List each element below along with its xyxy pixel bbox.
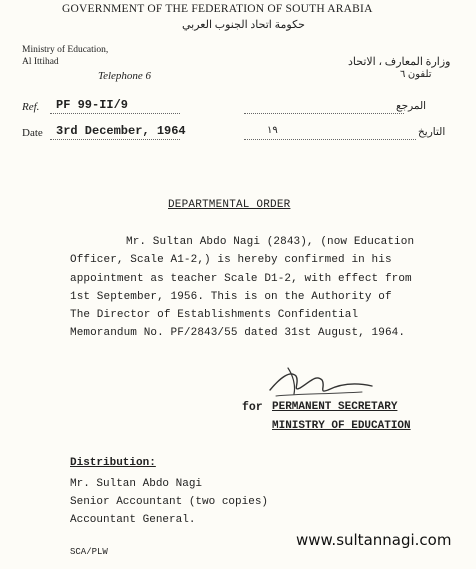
ref-dotted-line [50,113,180,114]
ref-label-arabic: المرجع [396,101,427,112]
order-line: Memorandum No. PF/2843/55 dated 31st August, 1964. [70,327,406,340]
date-arabic-dotted-line [244,139,416,140]
distribution-label: Distribution: [70,457,156,469]
distribution-list [70,475,268,529]
ministry-arabic: وزارة المعارف ، الاتحاد [348,56,451,68]
order-line: 1st September, 1956. This is on the Authority of [70,290,392,303]
date-dotted-line [50,139,180,140]
ministry-line-1: Ministry of Education, [22,45,109,55]
permanent-secretary-title: PERMANENT SECRETARY [272,401,398,413]
order-line: Mr. Sultan Abdo Nagi (2843), (now Education [126,236,415,248]
date-value: 3rd December, 1964 [56,124,186,138]
ministry-address [22,44,108,68]
ref-value: PF 99-II/9 [56,98,129,112]
date-year-arabic: ١٩ [267,125,278,136]
order-line: appointment as teacher Scale D1-2, with effect from [70,272,412,285]
government-title: GOVERNMENT OF THE FEDERATION OF SOUTH ARABIA [62,3,373,15]
ministry-line-2: Al Ittihad [22,57,59,67]
telephone-arabic: تلفون ٦ [400,69,432,80]
for-label: for [242,401,263,414]
telephone: Telephone 6 [98,70,152,82]
ministry-of-education-title: MINISTRY OF EDUCATION [272,420,411,432]
footer-code: SCA/PLW [70,547,108,557]
order-line: Officer, Scale A1-2,) is hereby confirmed in his [70,254,392,267]
order-line: The Director of Establishments Confidential [70,309,359,322]
ref-label: Ref. [22,101,40,113]
ref-arabic-dotted-line [244,113,404,114]
website-watermark: www.sultannagi.com [296,531,452,549]
handwritten-signature [266,360,376,404]
distribution-item: Senior Accountant (two copies) [70,496,269,508]
order-body [70,233,414,343]
date-label-arabic: التاريخ [418,127,446,138]
distribution-item: Mr. Sultan Abdo Nagi [70,478,203,490]
order-heading: DEPARTMENTAL ORDER [168,199,291,211]
distribution-item: Accountant General. [70,514,196,526]
date-label: Date [22,127,43,139]
government-title-arabic: حكومة اتحاد الجنوب العربي [182,19,305,31]
